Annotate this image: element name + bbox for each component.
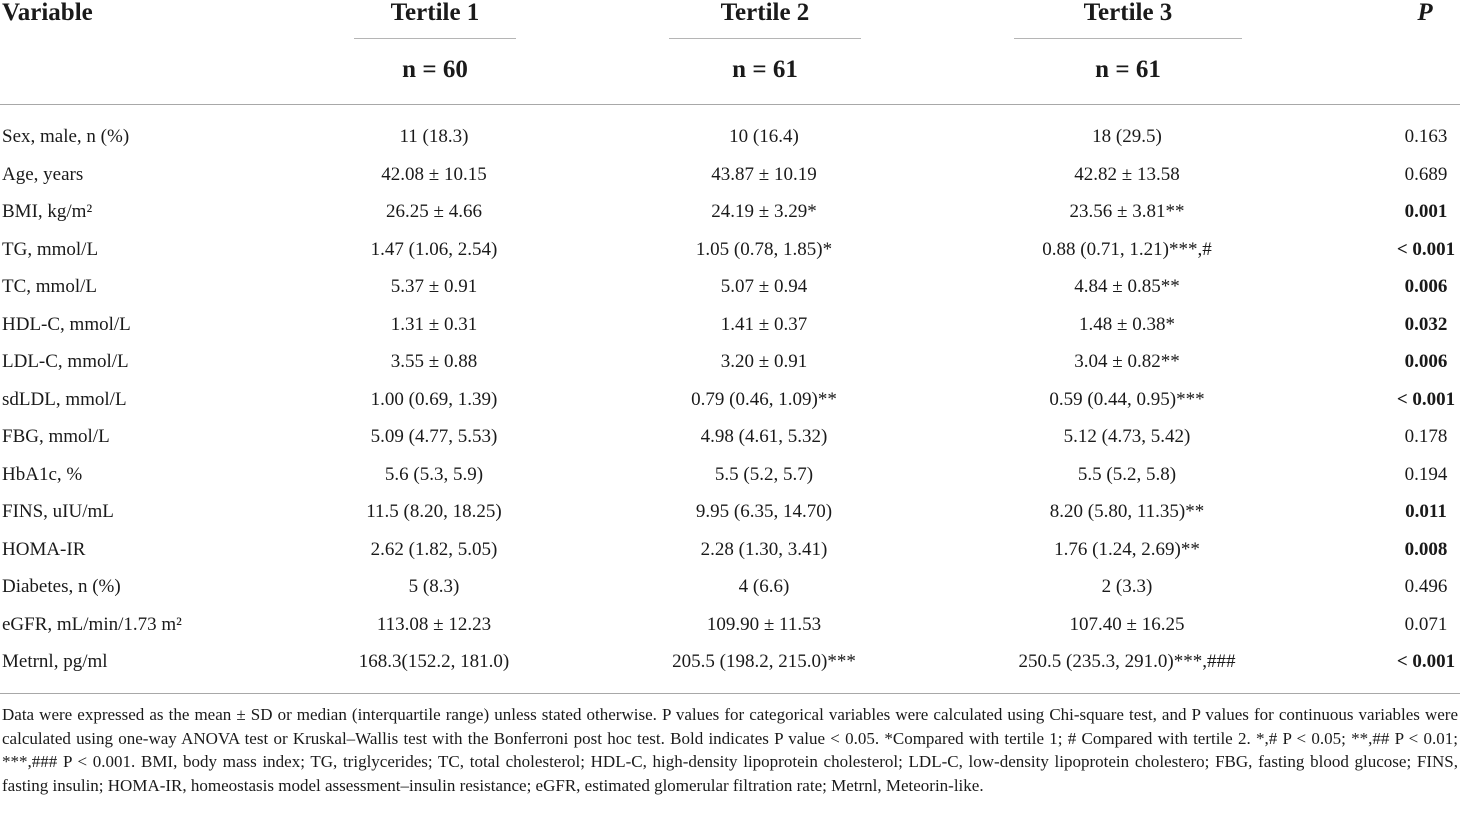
cell-tertile-1: 1.31 ± 0.31 — [390, 313, 478, 335]
cell-tertile-3: 8.20 (5.80, 11.35)** — [1049, 501, 1205, 522]
cell-p-value: 0.006 — [1404, 351, 1448, 372]
cell-variable: eGFR, mL/min/1.73 m² — [2, 613, 182, 635]
header-n-tertile-2: n = 61 — [732, 56, 798, 83]
cell-tertile-2: 109.90 ± 11.53 — [706, 613, 822, 635]
cell-tertile-1: 5 (8.3) — [408, 576, 460, 597]
header-n-tertile-1: n = 60 — [402, 56, 468, 83]
table-row — [0, 493, 1460, 531]
cell-tertile-2: 5.07 ± 0.94 — [720, 276, 808, 297]
cell-tertile-1: 1.47 (1.06, 2.54) — [370, 238, 498, 260]
cell-variable: FBG, mmol/L — [2, 426, 110, 447]
cell-tertile-1: 11.5 (8.20, 18.25) — [366, 501, 502, 522]
cell-tertile-3: 23.56 ± 3.81** — [1069, 201, 1185, 222]
cell-tertile-1: 5.09 (4.77, 5.53) — [370, 426, 498, 447]
cell-tertile-2: 9.95 (6.35, 14.70) — [695, 501, 833, 522]
cell-tertile-2: 1.05 (0.78, 1.85)* — [695, 238, 833, 260]
cell-variable: Diabetes, n (%) — [2, 576, 121, 597]
cell-tertile-3: 0.59 (0.44, 0.95)*** — [1049, 388, 1205, 410]
table-row — [0, 156, 1460, 194]
table-row — [0, 456, 1460, 494]
header-tertile-1: Tertile 1 — [390, 0, 480, 26]
cell-variable: TC, mmol/L — [2, 276, 97, 297]
cell-tertile-2: 2.28 (1.30, 3.41) — [700, 538, 828, 560]
cell-tertile-2: 24.19 ± 3.29* — [711, 201, 817, 222]
table-row — [0, 343, 1460, 381]
table-row — [0, 268, 1460, 306]
cell-variable: BMI, kg/m² — [2, 201, 93, 222]
cell-tertile-1: 1.00 (0.69, 1.39) — [370, 388, 498, 410]
cell-tertile-1: 113.08 ± 12.23 — [376, 613, 492, 635]
table-row — [0, 193, 1460, 231]
cell-p-value: 0.008 — [1404, 538, 1448, 560]
cell-tertile-3: 0.88 (0.71, 1.21)***,# — [1042, 238, 1212, 260]
cell-p-value: 0.178 — [1404, 426, 1448, 447]
cell-variable: LDL-C, mmol/L — [2, 351, 129, 372]
header-underline-tertile-2 — [669, 38, 861, 39]
cell-p-value: 0.011 — [1405, 501, 1447, 522]
table-row — [0, 231, 1460, 269]
table-row — [0, 118, 1460, 156]
header-variable: Variable — [2, 0, 93, 26]
cell-variable: HbA1c, % — [2, 463, 83, 485]
cell-tertile-2: 43.87 ± 10.19 — [711, 163, 817, 185]
cell-variable: Age, years — [2, 163, 84, 185]
cell-variable: Metrnl, pg/ml — [2, 651, 108, 672]
header-tertile-2: Tertile 2 — [720, 0, 810, 26]
cell-tertile-3: 2 (3.3) — [1101, 576, 1153, 597]
cell-tertile-2: 205.5 (198.2, 215.0)*** — [672, 651, 856, 672]
header-underline-tertile-3 — [1014, 38, 1242, 39]
cell-tertile-2: 3.20 ± 0.91 — [720, 351, 808, 372]
cell-tertile-2: 0.79 (0.46, 1.09)** — [691, 388, 837, 410]
table-top-rule — [0, 104, 1460, 105]
header-n-tertile-3: n = 61 — [1095, 56, 1161, 83]
cell-tertile-2: 1.41 ± 0.37 — [720, 313, 808, 335]
cell-tertile-3: 3.04 ± 0.82** — [1074, 351, 1180, 372]
table-row — [0, 531, 1460, 569]
cell-tertile-1: 3.55 ± 0.88 — [390, 351, 478, 372]
cell-tertile-1: 5.37 ± 0.91 — [390, 276, 478, 297]
cell-tertile-3: 5.5 (5.2, 5.8) — [1077, 463, 1177, 485]
table-row — [0, 306, 1460, 344]
table-row — [0, 643, 1460, 681]
cell-p-value: 0.194 — [1404, 463, 1448, 485]
table-row — [0, 418, 1460, 456]
cell-tertile-2: 4 (6.6) — [738, 576, 790, 597]
cell-p-value: 0.006 — [1404, 276, 1448, 297]
cell-tertile-2: 10 (16.4) — [729, 126, 799, 147]
cell-p-value: 0.689 — [1404, 163, 1448, 185]
cell-variable: HOMA-IR — [2, 538, 86, 560]
table-row — [0, 381, 1460, 419]
cell-tertile-2: 4.98 (4.61, 5.32) — [700, 426, 828, 447]
table-footnote: Data were expressed as the mean ± SD or median (interquartile range) unless stated otherwise. P values for categorical variables were calculated using Chi-square test, and P values for continuous variables were calculated using one-way ANOVA test or Kruskal–Wallis test with the Bonferroni post hoc test. Bold indicates P value < 0.05. *Compared with tertile 1; # Compared with tertile 2. *,# P < 0.05; **,## P < 0.01; ***,### P < 0.001. BMI, body mass index; TG, triglycerides; TC, total cholesterol; HDL-C, high-density lipoprotein cholesterol; LDL-C, low-density lipoprotein cholestero; FBG, fasting blood glucose; FINS, fasting insulin; HOMA-IR, homeostasis model assessment–insulin resistance; eGFR, estimated glomerular filtration rate; Metrnl, Meteorin-like. — [2, 705, 1458, 795]
cell-variable: sdLDL, mmol/L — [2, 388, 127, 410]
cell-variable: FINS, uIU/mL — [2, 501, 114, 522]
table-row — [0, 606, 1460, 644]
header-p-value: P — [1417, 0, 1433, 26]
header-underline-tertile-1 — [354, 38, 516, 39]
cell-tertile-3: 18 (29.5) — [1092, 126, 1162, 147]
cell-p-value: < 0.001 — [1396, 651, 1456, 672]
cell-p-value: < 0.001 — [1396, 238, 1456, 260]
cell-p-value: 0.071 — [1404, 613, 1448, 635]
cell-p-value: 0.001 — [1404, 201, 1448, 222]
cell-tertile-1: 11 (18.3) — [399, 126, 469, 147]
cell-p-value: < 0.001 — [1396, 388, 1456, 410]
cell-tertile-1: 5.6 (5.3, 5.9) — [384, 463, 484, 485]
table-body — [0, 118, 1460, 681]
cell-tertile-3: 4.84 ± 0.85** — [1074, 276, 1180, 297]
cell-tertile-3: 42.82 ± 13.58 — [1074, 163, 1180, 185]
cell-p-value: 0.163 — [1404, 126, 1448, 147]
cell-tertile-2: 5.5 (5.2, 5.7) — [714, 463, 814, 485]
cell-tertile-1: 42.08 ± 10.15 — [381, 163, 487, 185]
cell-tertile-3: 1.48 ± 0.38* — [1079, 313, 1175, 335]
cell-tertile-1: 168.3(152.2, 181.0) — [358, 651, 510, 672]
table-row — [0, 568, 1460, 606]
cell-variable: HDL-C, mmol/L — [2, 313, 131, 335]
cell-tertile-3: 1.76 (1.24, 2.69)** — [1054, 538, 1200, 560]
cell-tertile-3: 5.12 (4.73, 5.42) — [1063, 426, 1191, 447]
cell-tertile-1: 26.25 ± 4.66 — [386, 201, 482, 222]
cell-tertile-1: 2.62 (1.82, 5.05) — [370, 538, 498, 560]
cell-p-value: 0.496 — [1404, 576, 1448, 597]
table-bottom-rule — [0, 693, 1460, 694]
cell-variable: TG, mmol/L — [2, 238, 99, 260]
cell-variable: Sex, male, n (%) — [2, 126, 130, 147]
cell-p-value: 0.032 — [1404, 313, 1448, 335]
cell-tertile-3: 107.40 ± 16.25 — [1069, 613, 1185, 635]
cell-tertile-3: 250.5 (235.3, 291.0)***,### — [1018, 651, 1236, 672]
header-tertile-3: Tertile 3 — [1083, 0, 1173, 26]
